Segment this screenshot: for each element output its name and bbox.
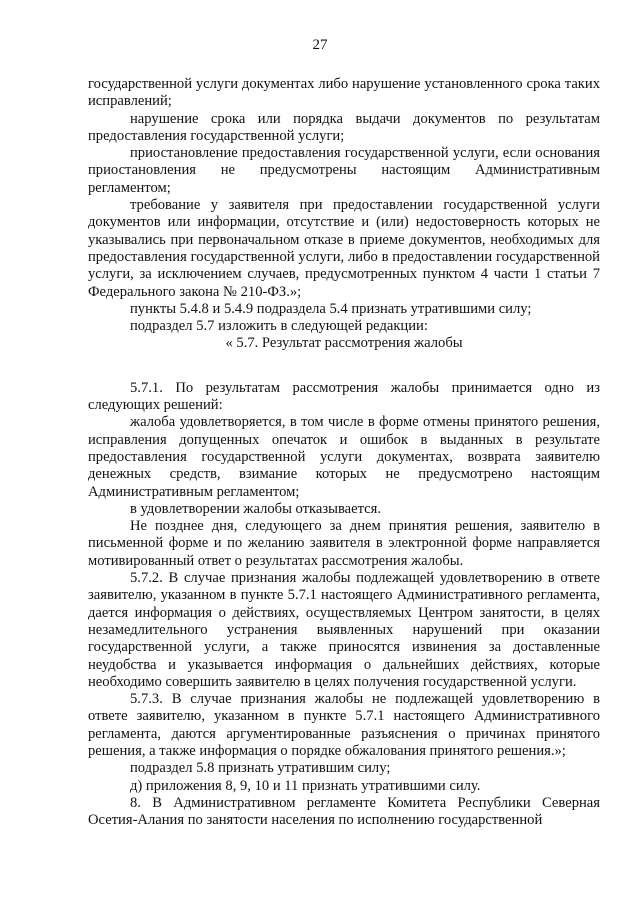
paragraph: 5.7.1. По результатам рассмотрения жалобы принимается одно из следующих решений:	[88, 379, 600, 414]
paragraph: государственной услуги документах либо нарушение установленного срока таких исправлений;	[88, 76, 600, 110]
paragraph: требование у заявителя при предоставлении государственной услуги документов или информации, отсутствие и (или) недостоверность которых не указывались при первоначальном отказе в приеме документов, необходимых для предоставления государственной услуги, либо в предоставлении государственной услуги, за исключением случаев, предусмотренных пунктом 4 части 1 статьи 7 Федерального закона № 210-ФЗ.»;	[88, 197, 600, 300]
paragraph: 5.7.3. В случае признания жалобы не подлежащей удовлетворению в ответе заявителю, указанном в пункте 5.7.1 настоящего Административного регламента, даются аргументированные разъяснения о причинах принятого решения, а также информация о порядке обжалования принятого решения.»;	[88, 691, 600, 759]
paragraph: подраздел 5.7 изложить в следующей редакции:	[130, 318, 428, 335]
paragraph: приостановление предоставления государственной услуги, если основания приостановления не предусмотрены настоящим Административным регламентом;	[88, 145, 600, 196]
paragraph: 5.7.2. В случае признания жалобы подлежащей удовлетворению в ответе заявителю, указанном в пункте 5.7.1 настоящего Административного регламента, дается информация о действиях, осуществляемых Центром занятости, в целях незамедлительного устранения выявленных нарушений при оказании государственной услуги, а также приносятся извинения за доставленные неудобства и указывается информация о дальнейших действиях, которые необходимо совершить заявителю в целях получения государственной услуги.	[88, 570, 600, 690]
section-heading: « 5.7. Результат рассмотрения жалобы	[225, 335, 463, 352]
paragraph: нарушение срока или порядка выдачи документов по результатам предоставления государственной услуги;	[88, 110, 600, 144]
paragraph: жалоба удовлетворяется, в том числе в форме отмены принятого решения, исправления допущенных опечаток и ошибок в выданных в результате предоставления государственной услуги документах, возврата заявителю денежных средств, взимание которых не предусмотрено настоящим Административным регламентом;	[88, 414, 600, 500]
paragraph: подраздел 5.8 признать утратившим силу;	[130, 760, 391, 777]
paragraph: в удовлетворении жалобы отказывается.	[130, 500, 382, 517]
paragraph: пункты 5.4.8 и 5.4.9 подраздела 5.4 признать утратившими силу;	[130, 300, 532, 317]
document-body	[88, 76, 600, 829]
paragraph: Не позднее дня, следующего за днем принятия решения, заявителю в письменной форме и по желанию заявителя в электронной форме направляется мотивированный ответ о результатах рассмотрения жалобы.	[88, 518, 600, 569]
paragraph: д) приложения 8, 9, 10 и 11 признать утратившими силу.	[130, 777, 481, 794]
section-spacer	[88, 353, 600, 380]
paragraph: 8. В Административном регламенте Комитета Республики Северная Осетия-Алания по занятости населения по исполнению государственной	[88, 794, 600, 829]
page-number: 27	[312, 37, 328, 53]
